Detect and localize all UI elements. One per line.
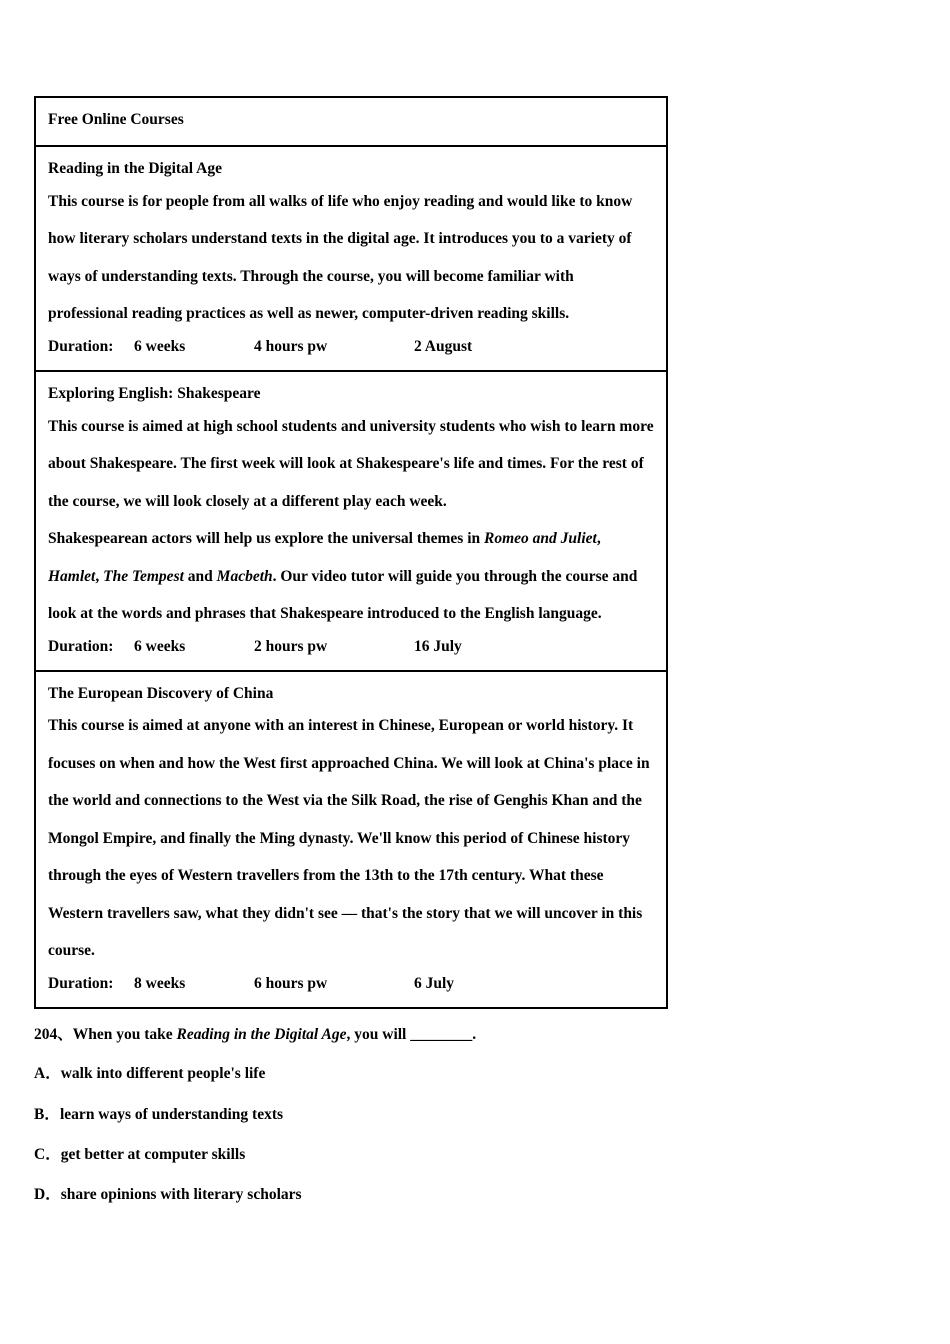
question-block (34, 1023, 794, 1206)
question-stem (34, 1023, 794, 1046)
option-text: learn ways of understanding texts (60, 1105, 284, 1123)
course-description: This course is for people from all walks of life who enjoy reading and would like to know how literary scholars understand texts in the digital age. It introduces you to a variety of ways of understanding texts. Through the course, you will become familiar with professional reading practices as well as newer, computer-driven reading skills. (48, 192, 633, 323)
option-letter: C． (34, 1145, 61, 1163)
course-description-part2 (48, 520, 654, 633)
course-duration-line (48, 972, 654, 995)
duration-label: Duration: (48, 637, 114, 655)
duration-start-date: 2 August (414, 337, 473, 355)
duration-label: Duration: (48, 974, 114, 992)
duration-hours: 6 hours pw (254, 974, 328, 992)
duration-start-date: 6 July (414, 974, 455, 992)
course-duration-line (48, 635, 654, 658)
question-text-after: , you will ________. (346, 1026, 477, 1044)
option-a[interactable] (34, 1062, 794, 1085)
duration-hours: 2 hours pw (254, 637, 328, 655)
separator-2: , (95, 567, 104, 585)
option-letter: A． (34, 1065, 61, 1083)
table-header-title: Free Online Courses (48, 111, 184, 128)
question-course-title: Reading in the Digital Age (176, 1026, 347, 1044)
option-c[interactable] (34, 1143, 794, 1166)
option-d[interactable] (34, 1183, 794, 1206)
course-description: This course is aimed at anyone with an interest in Chinese, European or world history. It focuses on when and how the West first approached China. We will look at China's place in the world and connections to the West via the Silk Road, the rise of Genghis Khan and the Mongol Empire, and finally the Ming dynasty. We'll know this period of Chinese history through the eyes of Western travellers from the 13th to the 17th century. What these Western travellers saw, what they didn't see — that's the story that we will uncover in this course. (48, 717, 650, 960)
option-text: share opinions with literary scholars (60, 1186, 302, 1204)
course-row-reading-digital-age (36, 147, 666, 372)
separator-3: and (183, 567, 217, 585)
course-title: Exploring English: Shakespeare (48, 385, 261, 403)
duration-label: Duration: (48, 337, 114, 355)
duration-weeks: 8 weeks (134, 974, 186, 992)
question-number: 204、 (34, 1026, 73, 1044)
course-description-part1: This course is aimed at high school students and university students who wish to learn more about Shakespeare. The first week will look at Shakespeare's life and times. For the rest of the course, we will look closely at a different play each week. (48, 417, 654, 510)
courses-table (34, 96, 668, 1009)
course-row-european-discovery-of-china (36, 672, 666, 1007)
duration-weeks: 6 weeks (134, 337, 186, 355)
play-title-the-tempest: The Tempest (103, 567, 184, 585)
desc-text-b: . Our video tutor will guide you through the course and look at the words and phrases that Shakespeare introduced to the English language. (48, 567, 638, 623)
play-title-romeo-and-juliet: Romeo and Juliet (484, 530, 597, 548)
question-text-before: When you take (72, 1026, 177, 1044)
duration-hours: 4 hours pw (254, 337, 328, 355)
play-title-hamlet: Hamlet (48, 567, 96, 585)
course-title: The European Discovery of China (48, 684, 274, 702)
table-header-row (36, 98, 666, 147)
duration-start-date: 16 July (414, 637, 462, 655)
play-title-macbeth: Macbeth (216, 567, 273, 585)
option-letter: B． (34, 1105, 60, 1123)
option-letter: D． (34, 1186, 61, 1204)
course-title: Reading in the Digital Age (48, 160, 222, 178)
option-text: get better at computer skills (60, 1145, 246, 1163)
separator-1: , (596, 530, 601, 548)
option-b[interactable] (34, 1103, 794, 1126)
option-text: walk into different people's life (60, 1065, 266, 1083)
duration-weeks: 6 weeks (134, 637, 186, 655)
course-duration-line (48, 335, 654, 358)
course-row-exploring-english-shakespeare (36, 372, 666, 672)
desc-text-a: Shakespearean actors will help us explore the universal themes in (48, 530, 485, 548)
